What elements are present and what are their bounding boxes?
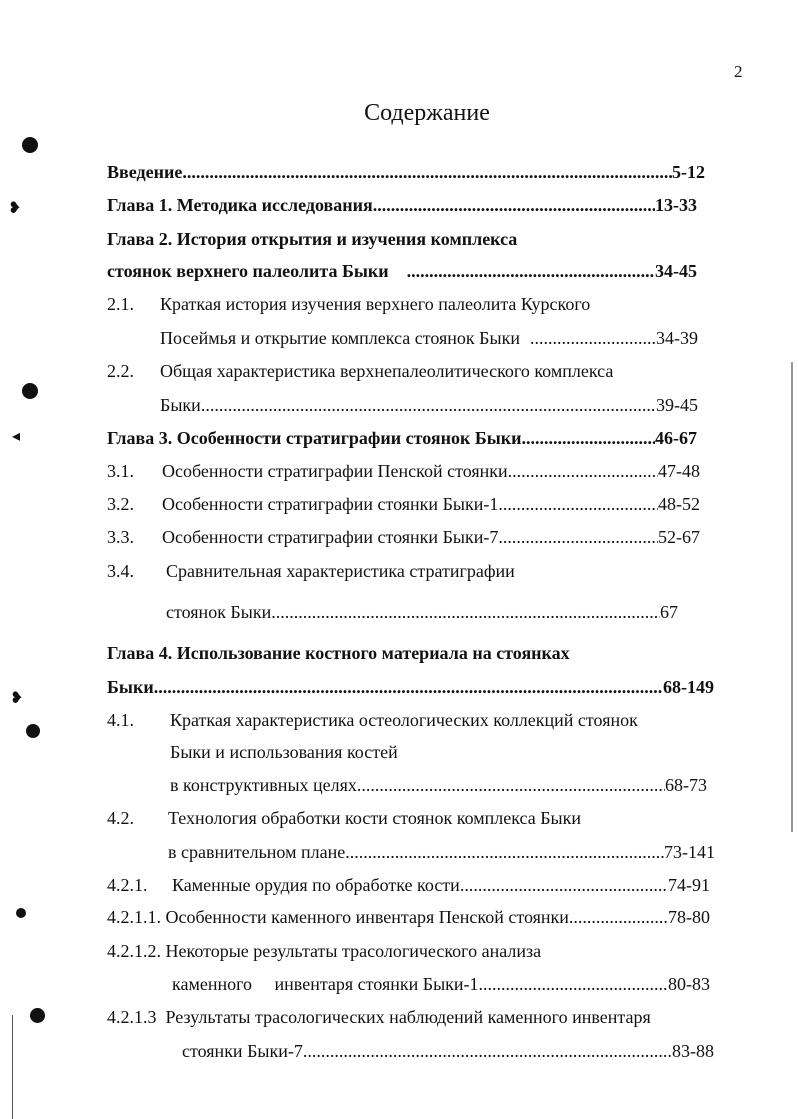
- page-edge-line: [791, 362, 793, 832]
- toc-entry-number: 2.1.: [107, 294, 134, 314]
- toc-entry-pages: 78-80: [668, 907, 710, 927]
- toc-entry-number: 2.2.: [107, 361, 134, 381]
- toc-entry-3-2: [162, 493, 700, 515]
- toc-entry-4-1-cont-2: [170, 774, 707, 796]
- toc-entry-3-3: [162, 526, 700, 548]
- binder-hole-mark: [16, 908, 26, 918]
- toc-entry-4-1-cont: Быки и использования костей: [170, 742, 398, 762]
- toc-entry-text: стоянок верхнего палеолита Быки: [107, 261, 389, 281]
- toc-entry-text: стоянок Быки: [166, 602, 272, 622]
- toc-entry-chapter-4: Глава 4. Использование костного материала на стоянках: [107, 643, 570, 663]
- toc-entry-4-2-cont: [168, 841, 715, 863]
- toc-entry-pages: 5-12: [672, 162, 705, 182]
- toc-entry-4-2-1-3-cont: [182, 1040, 714, 1062]
- toc-entry-text: Глава 1. Методика исследования: [107, 195, 373, 215]
- binder-hole-mark: [22, 137, 38, 153]
- toc-entry-text: 4.2.1.1. Особенности каменного инвентаря Пенской стоянки: [107, 907, 569, 927]
- binder-hole-mark: [22, 383, 38, 399]
- toc-entry-chapter-4-cont: [107, 676, 714, 698]
- toc-entry-pages: 39-45: [656, 395, 698, 415]
- toc-entry-pages: 13-33: [655, 195, 697, 215]
- toc-entry-4-1: Краткая характеристика остеологических коллекций стоянок: [170, 710, 638, 730]
- toc-entry-number: 3.1.: [107, 461, 134, 481]
- toc-entry-4-2-1: [172, 874, 710, 896]
- binder-hole-mark: [26, 724, 40, 738]
- toc-entry-pages: 80-83: [668, 974, 710, 994]
- toc-entry-pages: 34-39: [656, 328, 698, 348]
- toc-entry-number: 3.3.: [107, 527, 134, 547]
- toc-entry-text: Каменные орудия по обработке кости: [172, 875, 460, 895]
- toc-entry-text: Быки: [107, 677, 154, 697]
- smudge-mark: ❥: [10, 690, 24, 707]
- toc-entry-text: Быки: [160, 395, 201, 415]
- toc-entry-text: Посеймья и открытие комплекса стоянок Быки: [160, 328, 520, 348]
- toc-entry-pages: 34-45: [655, 261, 697, 281]
- toc-entry-number: 4.2.: [107, 808, 134, 828]
- toc-entry-pages: 68-149: [663, 677, 714, 697]
- toc-entry-3-4-cont: [166, 601, 678, 623]
- toc-entry-text: каменного инвентаря стоянки Быки-1: [172, 974, 479, 994]
- toc-entry-4-2-1-3: 4.2.1.3 Результаты трасологических наблюдений каменного инвентаря: [107, 1007, 651, 1027]
- toc-entry-pages: 83-88: [672, 1041, 714, 1061]
- toc-entry-text: Введение: [107, 162, 183, 182]
- toc-entry-3-4: Сравнительная характеристика стратиграфии: [166, 561, 515, 581]
- toc-entry-chapter-2: Глава 2. История открытия и изучения комплекса: [107, 229, 518, 249]
- toc-entry-pages: 68-73: [665, 775, 707, 795]
- page-edge-line: [12, 1015, 13, 1119]
- toc-entry-2-2-cont: [160, 394, 698, 416]
- toc-entry-text: в конструктивных целях: [170, 775, 357, 795]
- toc-entry-number: 3.4.: [107, 561, 134, 581]
- toc-entry-pages: 46-67: [655, 428, 697, 448]
- toc-entry-pages: 47-48: [658, 461, 700, 481]
- toc-entry-number: 4.1.: [107, 710, 134, 730]
- toc-entry-2-1-cont: [160, 327, 698, 349]
- toc-entry-introduction: [107, 161, 705, 183]
- toc-entry-2-2: Общая характеристика верхнепалеолитического комплекса: [160, 361, 614, 381]
- toc-entry-pages: 74-91: [668, 875, 710, 895]
- toc-entry-4-2-1-2-cont: [172, 973, 710, 995]
- toc-entry-4-2-1-1: [107, 906, 710, 928]
- toc-entry-pages: 52-67: [658, 527, 700, 547]
- page-number: 2: [734, 62, 743, 81]
- toc-entry-text: Особенности стратиграфии стоянки Быки-7: [162, 527, 499, 547]
- toc-entry-chapter-1: [107, 194, 697, 216]
- binder-hole-mark: [30, 1008, 45, 1023]
- toc-entry-number: 4.2.1.: [107, 875, 148, 895]
- toc-entry-chapter-3: [107, 427, 697, 449]
- toc-entry-2-1: Краткая история изучения верхнего палеолита Курского: [160, 294, 591, 314]
- smudge-mark: ❥: [8, 200, 22, 217]
- page-title: Содержание: [364, 100, 490, 126]
- toc-entry-4-2: Технология обработки кости стоянок комплекса Быки: [168, 808, 582, 828]
- toc-entry-pages: 73-141: [664, 842, 715, 862]
- toc-entry-3-1: [162, 460, 700, 482]
- smudge-mark: ◂: [12, 428, 21, 445]
- toc-entry-text: в сравнительном плане: [168, 842, 346, 862]
- toc-entry-text: стоянки Быки-7: [182, 1041, 303, 1061]
- toc-entry-chapter-2-cont: [107, 260, 697, 282]
- toc-entry-text: Глава 3. Особенности стратиграфии стоянок Быки: [107, 428, 522, 448]
- toc-entry-4-2-1-2: 4.2.1.2. Некоторые результаты трасологического анализа: [107, 941, 542, 961]
- toc-entry-number: 3.2.: [107, 494, 134, 514]
- toc-entry-text: Особенности стратиграфии стоянки Быки-1: [162, 494, 499, 514]
- toc-entry-pages: 48-52: [658, 494, 700, 514]
- toc-entry-pages: 67: [660, 602, 678, 622]
- toc-entry-text: Особенности стратиграфии Пенской стоянки: [162, 461, 508, 481]
